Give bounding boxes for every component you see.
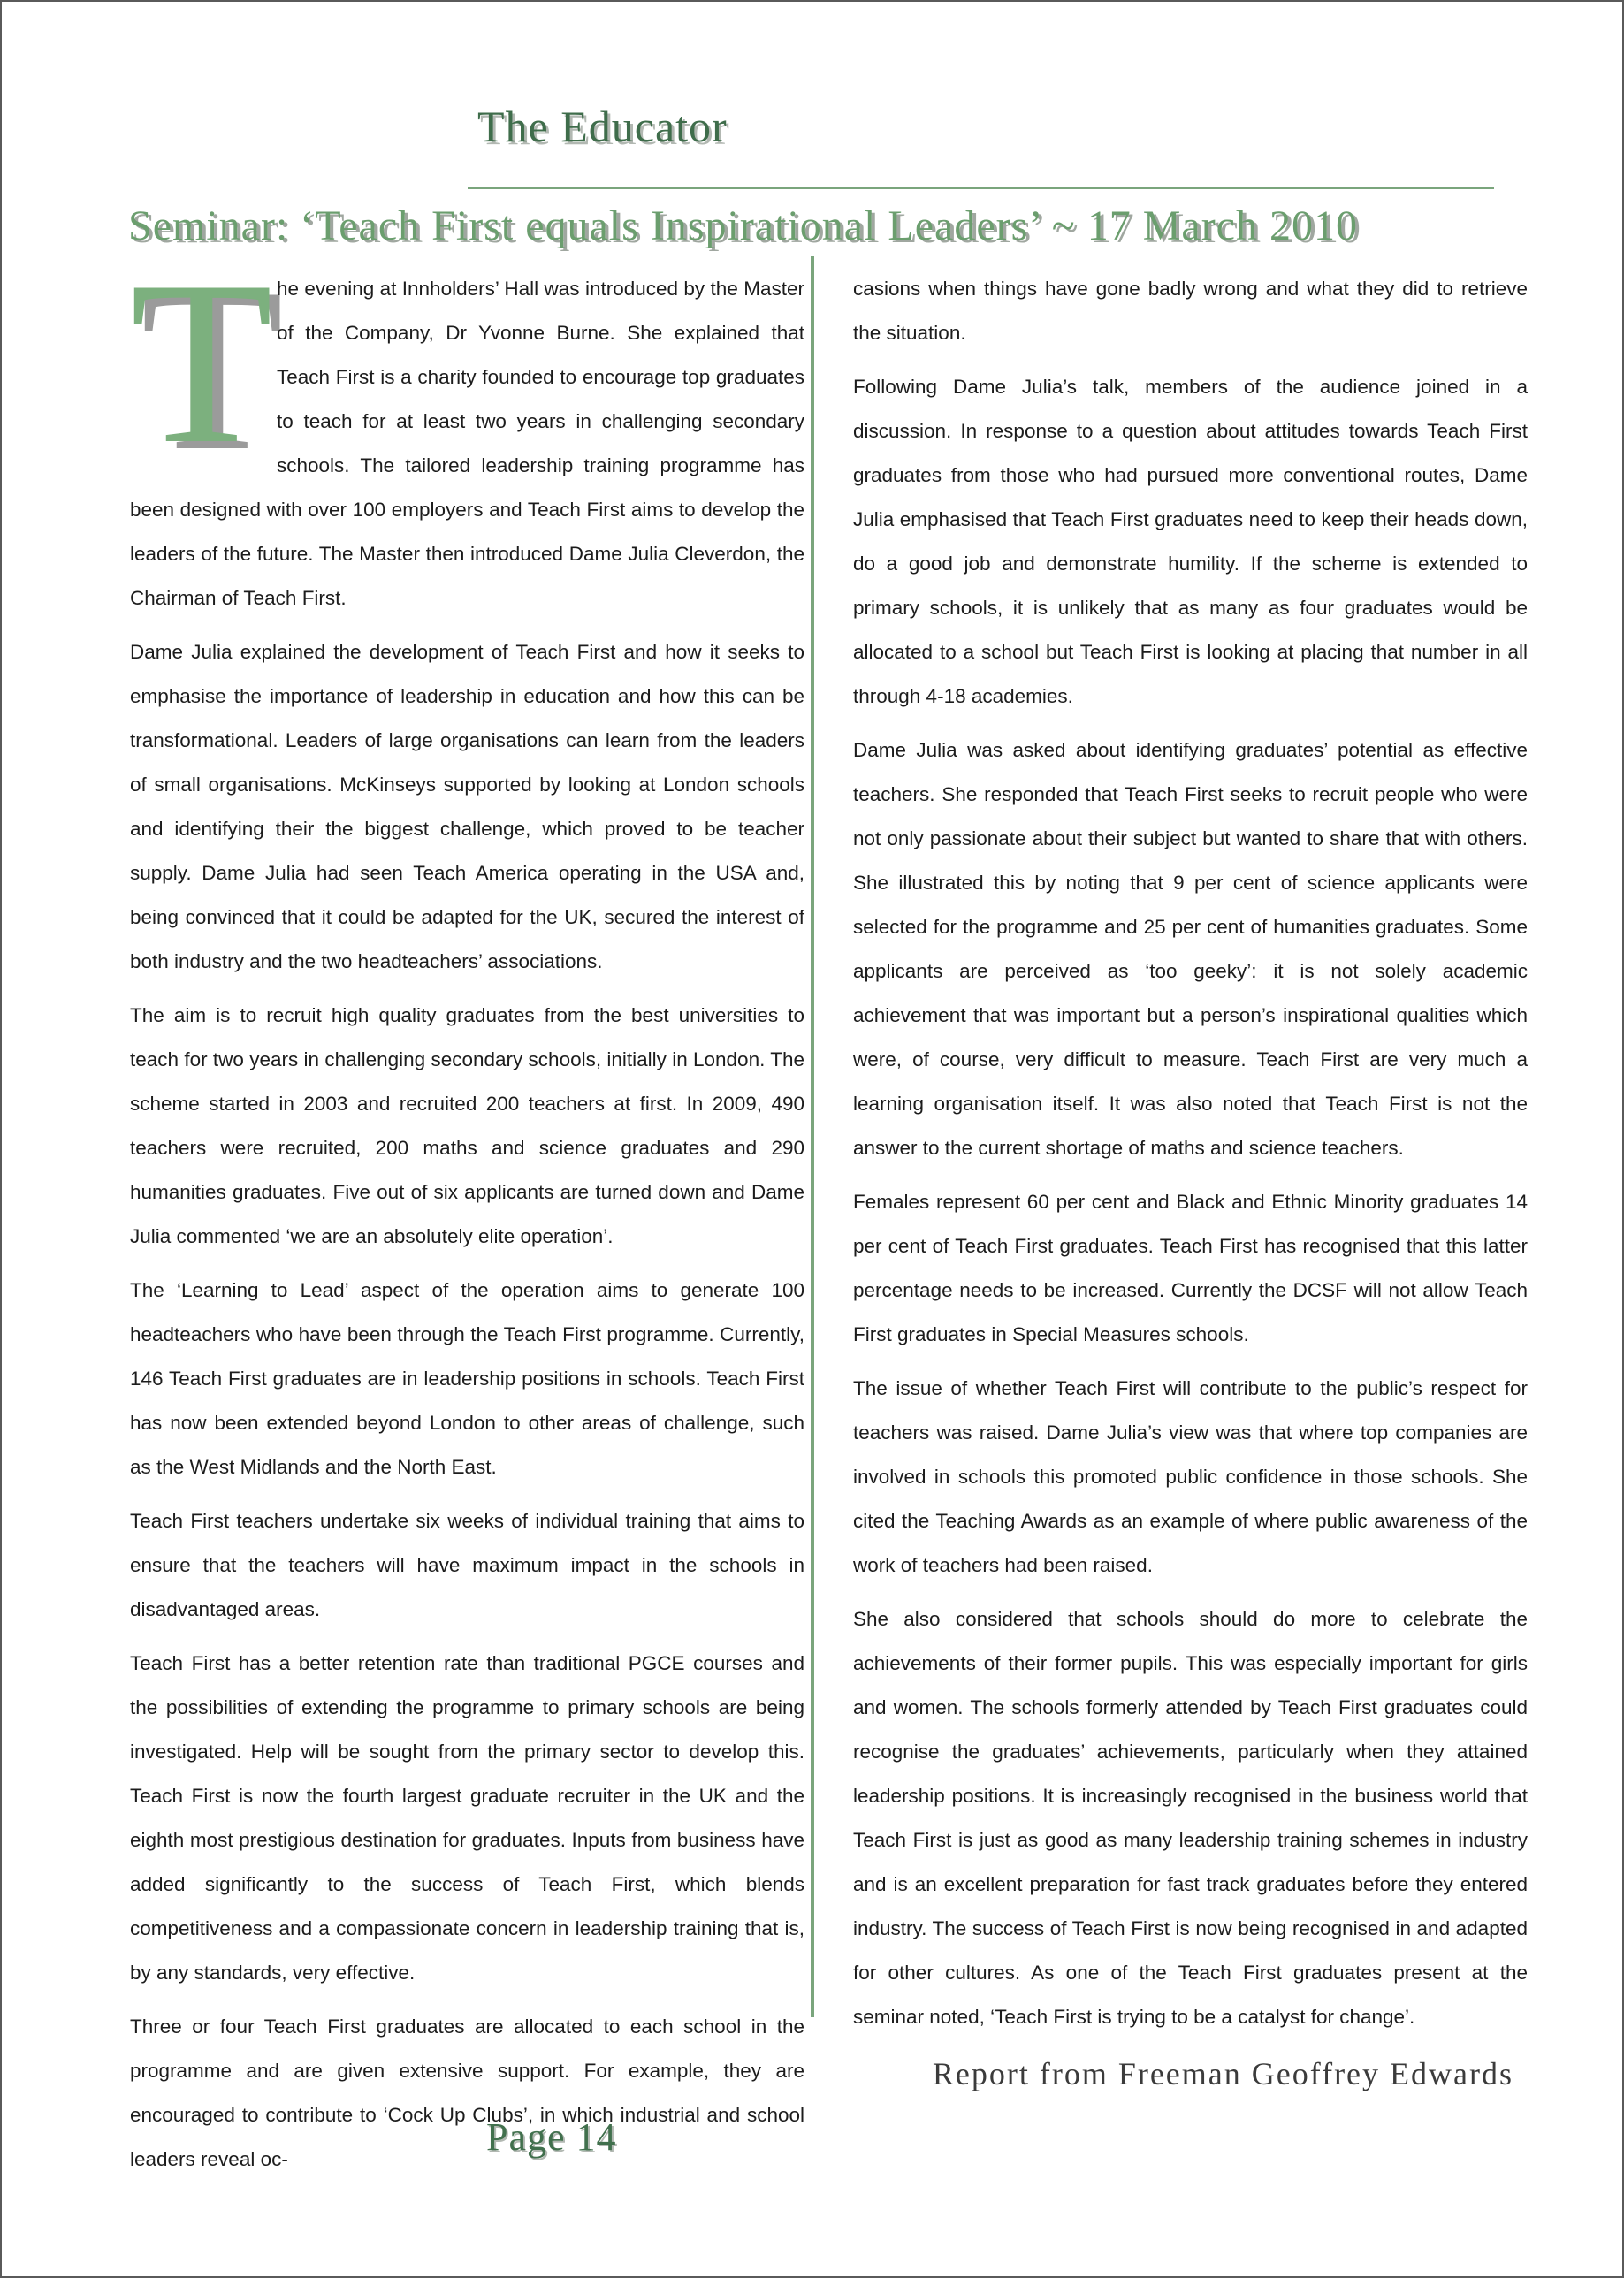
article-paragraph: Dame Julia explained the development of Teach First and how it seeks to emphasise the importance of leadership in education and how this can be transformational. Leaders of large organisations can learn from the leaders of small organisations. McKinseys supported by looking at London schools and identifying their the biggest challenge, which proved to be teacher supply. Dame Julia had seen Teach America operating in the USA and, being convinced that it could be adapted for the UK, secured the interest of both industry and the two headteachers’ associations. <box>130 641 804 972</box>
page-number: Page 14 <box>486 2115 617 2159</box>
masthead-rule <box>468 187 1494 189</box>
right-column <box>853 267 1528 2092</box>
article-paragraph: casions when things have gone badly wrong and what they did to retrieve the situation. <box>853 278 1528 344</box>
left-column <box>130 233 804 2191</box>
article-paragraph: The issue of whether Teach First will contribute to the public’s respect for teachers was raised. Dame Julia’s view was that where top companies are involved in schools this promoted public confidence in those schools. She cited the Teaching Awards as an example of where public awareness of the work of teachers had been raised. <box>853 1377 1528 1576</box>
article-paragraph: Following Dame Julia’s talk, members of the audience joined in a discussion. In response to a question about attitudes towards Teach First graduates from those who had pursued more conventional routes, Dame Julia emphasised that Teach First graduates need to keep their heads down, do a good job and demonstrate humility. If the scheme is extended to primary schools, it is unlikely that as many as four graduates would be allocated to a school but Teach First is looking at placing that number in all through 4-18 academies. <box>853 376 1528 707</box>
masthead-title: The Educator <box>477 102 728 151</box>
article-title: Seminar: ‘Teach First equals Inspirational Leaders’ ~ 17 March 2010 <box>128 202 1358 249</box>
article-paragraph: Three or four Teach First graduates are allocated to each school in the programme and are given extensive support. For example, they are encouraged to contribute to ‘Cock Up Clubs’, in which industrial and school leaders reveal oc- <box>130 2015 804 2170</box>
left-column-paragraphs <box>130 233 804 2182</box>
drop-cap: T <box>130 233 273 492</box>
column-divider-rule <box>811 256 814 2017</box>
article-paragraph: The aim is to recruit high quality graduates from the best universities to teach for two years in challenging secondary schools, initially in London. The scheme started in 2003 and recruited 200 teachers at first. In 2009, 490 teachers were recruited, 200 maths and science graduates and 290 humanities graduates. Five out of six applicants are turned down and Dame Julia commented ‘we are an absolutely elite operation’. <box>130 1004 804 1247</box>
article-paragraph: The ‘Learning to Lead’ aspect of the operation aims to generate 100 headteachers who have been through the Teach First programme. Currently, 146 Teach First graduates are in leadership positions in schools. Teach First has now been extended beyond London to other areas of challenge, such as the West Midlands and the North East. <box>130 1279 804 1478</box>
article-paragraph: Teach First has a better retention rate than traditional PGCE courses and the possibilities of extending the programme to primary schools are being investigated. Help will be sought from the primary sector to develop this. Teach First is now the fourth largest graduate recruiter in the UK and the eighth most prestigious destination for graduates. Inputs from business have added significantly to the success of Teach First, which blends competitiveness and a compassionate concern in leadership training that is, by any standards, very effective. <box>130 1652 804 1984</box>
article-paragraph: Dame Julia was asked about identifying graduates’ potential as effective teachers. She responded that Teach First seeks to recruit people who were not only passionate about their subject but wanted to share that with others. She illustrated this by noting that 9 per cent of science applicants were selected for the programme and 25 per cent of humanities graduates. Some applicants are perceived as ‘too geeky’: it is not solely academic achievement that was important but a person’s inspirational qualities which were, of course, very difficult to measure. Teach First are very much a learning organisation itself. It was also noted that Teach First is not the answer to the current shortage of maths and science teachers. <box>853 739 1528 1159</box>
byline: Report from Freeman Geoffrey Edwards <box>932 2056 1513 2091</box>
article-paragraph: Females represent 60 per cent and Black and Ethnic Minority graduates 14 per cent of Teach First graduates. Teach First has recognised that this latter percentage needs to be increased. Currently the DCSF will not allow Teach First graduates in Special Measures schools. <box>853 1191 1528 1345</box>
right-column-paragraphs <box>853 267 1528 2039</box>
article-paragraph: Teach First teachers undertake six weeks of individual training that aims to ensure that the teachers will have maximum impact in the schools in disadvantaged areas. <box>130 1510 804 1620</box>
article-paragraph: She also considered that schools should do more to celebrate the achievements of their former pupils. This was especially important for girls and women. The schools formerly attended by Teach First graduates could recognise the graduates’ achievements, particularly when they attained leadership positions. It is increasingly recognised in the business world that Teach First is just as good as many leadership training schemes in industry and is an excellent preparation for fast track graduates before they entered industry. The success of Teach First is now being recognised in and adapted for other cultures. As one of the Teach First graduates present at the seminar noted, ‘Teach First is trying to be a catalyst for change’. <box>853 1608 1528 2028</box>
article-paragraph: The evening at Innholders’ Hall was introduced by the Master of the Company, Dr Yvonne Burne. She explained that Teach First is a charity founded to encourage top graduates to teach for at least two years in challenging secondary schools. The tailored leadership training programme has been designed with over 100 employers and Teach First aims to develop the leaders of the future. The Master then introduced Dame Julia Cleverdon, the Chairman of Teach First. <box>130 233 804 609</box>
